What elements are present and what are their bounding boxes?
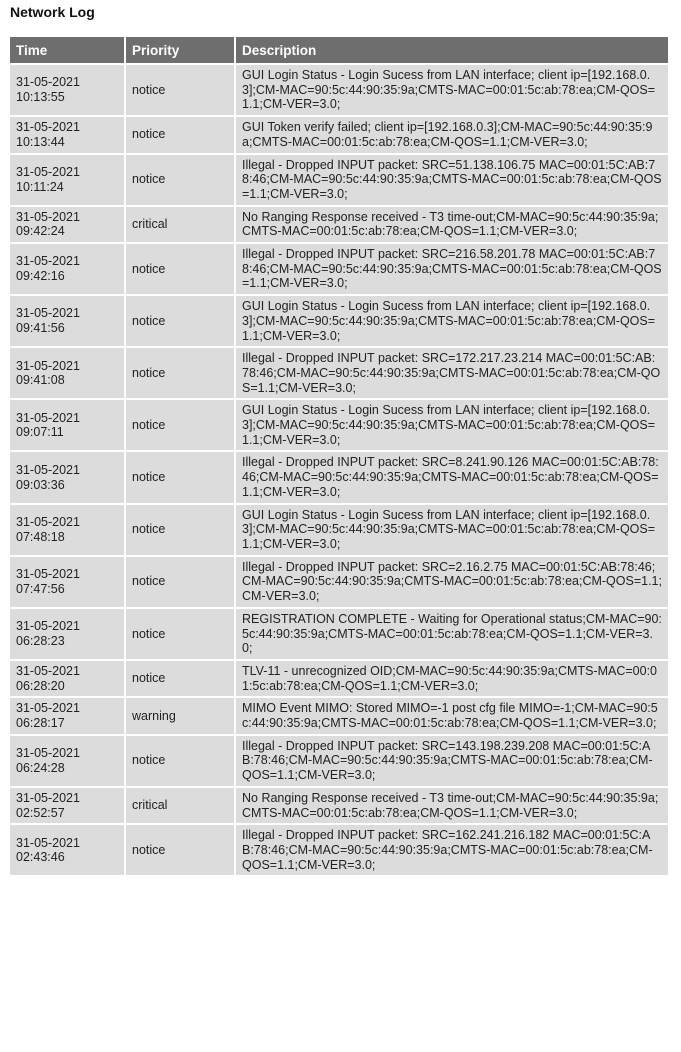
description-cell: Illegal - Dropped INPUT packet: SRC=172.217.23.214 MAC=00:01:5C:AB:78:46;CM-MAC=90:5c:44:90:35:9a;CMTS-MAC=00:01:5c:ab:78:ea;CM-QOS=1.1;CM-VER=3.0; <box>236 348 668 398</box>
priority-cell: critical <box>126 788 234 823</box>
time-cell <box>10 661 124 696</box>
time-cell <box>10 207 124 242</box>
description-cell: REGISTRATION COMPLETE - Waiting for Operational status;CM-MAC=90:5c:44:90:35:9a;CMTS-MAC=00:01:5c:ab:78:ea;CM-QOS=1.1;CM-VER=3.0; <box>236 609 668 659</box>
time-cell <box>10 736 124 786</box>
log-clock: 09:42:24 <box>16 224 65 239</box>
priority-cell: notice <box>126 736 234 786</box>
description-cell: Illegal - Dropped INPUT packet: SRC=51.138.106.75 MAC=00:01:5C:AB:78:46;CM-MAC=90:5c:44:90:35:9a;CMTS-MAC=00:01:5c:ab:78:ea;CM-QOS=1.1;CM-VER=3.0; <box>236 155 668 205</box>
log-date: 31-05-2021 <box>16 701 80 716</box>
log-clock: 09:41:08 <box>16 373 65 388</box>
log-clock: 07:47:56 <box>16 581 65 596</box>
description-cell: MIMO Event MIMO: Stored MIMO=-1 post cfg file MIMO=-1;CM-MAC=90:5c:44:90:35:9a;CMTS-MAC=00:01:5c:ab:78:ea;CM-QOS=1.1;CM-VER=3.0; <box>236 698 668 733</box>
time-cell <box>10 117 124 152</box>
column-header-description[interactable]: Description <box>236 37 668 63</box>
priority-cell: notice <box>126 609 234 659</box>
time-cell <box>10 296 124 346</box>
table-row <box>10 698 668 733</box>
log-clock: 10:13:44 <box>16 134 65 149</box>
time-cell <box>10 788 124 823</box>
table-row <box>10 155 668 205</box>
time-cell <box>10 452 124 502</box>
priority-cell: notice <box>126 452 234 502</box>
log-date: 31-05-2021 <box>16 358 80 373</box>
table-row <box>10 65 668 115</box>
log-date: 31-05-2021 <box>16 306 80 321</box>
log-date: 31-05-2021 <box>16 164 80 179</box>
log-clock: 09:03:36 <box>16 477 65 492</box>
log-table-body <box>10 65 668 875</box>
time-cell <box>10 505 124 555</box>
priority-cell: notice <box>126 65 234 115</box>
log-clock: 10:11:24 <box>16 179 64 194</box>
column-header-priority[interactable]: Priority <box>126 37 234 63</box>
table-row <box>10 609 668 659</box>
priority-cell: notice <box>126 244 234 294</box>
time-cell <box>10 65 124 115</box>
log-clock: 10:13:55 <box>16 90 65 105</box>
log-clock: 06:28:23 <box>16 633 65 648</box>
network-log-table <box>8 35 670 877</box>
priority-cell: notice <box>126 117 234 152</box>
log-date: 31-05-2021 <box>16 462 80 477</box>
log-date: 31-05-2021 <box>16 663 80 678</box>
table-row <box>10 788 668 823</box>
time-cell <box>10 155 124 205</box>
table-row <box>10 825 668 875</box>
description-cell: Illegal - Dropped INPUT packet: SRC=216.58.201.78 MAC=00:01:5C:AB:78:46;CM-MAC=90:5c:44:90:35:9a;CMTS-MAC=00:01:5c:ab:78:ea;CM-QOS=1.1;CM-VER=3.0; <box>236 244 668 294</box>
description-cell: GUI Login Status - Login Sucess from LAN interface; client ip=[192.168.0.3];CM-MAC=90:5c:44:90:35:9a;CMTS-MAC=00:01:5c:ab:78:ea;CM-QOS=1.1;CM-VER=3.0; <box>236 505 668 555</box>
log-clock: 06:28:20 <box>16 678 65 693</box>
description-cell: GUI Token verify failed; client ip=[192.168.0.3];CM-MAC=90:5c:44:90:35:9a;CMTS-MAC=00:01:5c:ab:78:ea;CM-QOS=1.1;CM-VER=3.0; <box>236 117 668 152</box>
priority-cell: warning <box>126 698 234 733</box>
description-cell: Illegal - Dropped INPUT packet: SRC=2.16.2.75 MAC=00:01:5C:AB:78:46;CM-MAC=90:5c:44:90:35:9a;CMTS-MAC=00:01:5c:ab:78:ea;CM-QOS=1.1;CM-VER=3.0; <box>236 557 668 607</box>
priority-cell: notice <box>126 296 234 346</box>
log-date: 31-05-2021 <box>16 209 80 224</box>
table-row <box>10 505 668 555</box>
table-row <box>10 661 668 696</box>
log-clock: 06:24:28 <box>16 760 65 775</box>
description-cell: TLV-11 - unrecognized OID;CM-MAC=90:5c:44:90:35:9a;CMTS-MAC=00:01:5c:ab:78:ea;CM-QOS=1.1;CM-VER=3.0; <box>236 661 668 696</box>
description-cell: No Ranging Response received - T3 time-out;CM-MAC=90:5c:44:90:35:9a;CMTS-MAC=00:01:5c:ab:78:ea;CM-QOS=1.1;CM-VER=3.0; <box>236 207 668 242</box>
column-header-time[interactable]: Time <box>10 37 124 63</box>
time-cell <box>10 698 124 733</box>
log-date: 31-05-2021 <box>16 120 80 135</box>
description-cell: Illegal - Dropped INPUT packet: SRC=143.198.239.208 MAC=00:01:5C:AB:78:46;CM-MAC=90:5c:44:90:35:9a;CMTS-MAC=00:01:5c:ab:78:ea;CM-QOS=1.1;CM-VER=3.0; <box>236 736 668 786</box>
time-cell <box>10 244 124 294</box>
log-clock: 07:48:18 <box>16 529 65 544</box>
priority-cell: notice <box>126 505 234 555</box>
log-clock: 09:41:56 <box>16 321 65 336</box>
log-clock: 02:43:46 <box>16 850 65 865</box>
log-clock: 09:07:11 <box>16 425 64 440</box>
table-row <box>10 736 668 786</box>
description-cell: GUI Login Status - Login Sucess from LAN interface; client ip=[192.168.0.3];CM-MAC=90:5c:44:90:35:9a;CMTS-MAC=00:01:5c:ab:78:ea;CM-QOS=1.1;CM-VER=3.0; <box>236 400 668 450</box>
log-date: 31-05-2021 <box>16 790 80 805</box>
log-clock: 09:42:16 <box>16 269 65 284</box>
table-row <box>10 117 668 152</box>
priority-cell: notice <box>126 400 234 450</box>
description-cell: GUI Login Status - Login Sucess from LAN interface; client ip=[192.168.0.3];CM-MAC=90:5c:44:90:35:9a;CMTS-MAC=00:01:5c:ab:78:ea;CM-QOS=1.1;CM-VER=3.0; <box>236 296 668 346</box>
description-cell: Illegal - Dropped INPUT packet: SRC=162.241.216.182 MAC=00:01:5C:AB:78:46;CM-MAC=90:5c:44:90:35:9a;CMTS-MAC=00:01:5c:ab:78:ea;CM-QOS=1.1;CM-VER=3.0; <box>236 825 668 875</box>
log-clock: 06:28:17 <box>16 716 65 731</box>
priority-cell: notice <box>126 348 234 398</box>
table-row <box>10 244 668 294</box>
priority-cell: notice <box>126 557 234 607</box>
description-cell: Illegal - Dropped INPUT packet: SRC=8.241.90.126 MAC=00:01:5C:AB:78:46;CM-MAC=90:5c:44:90:35:9a;CMTS-MAC=00:01:5c:ab:78:ea;CM-QOS=1.1;CM-VER=3.0; <box>236 452 668 502</box>
time-cell <box>10 609 124 659</box>
table-row <box>10 557 668 607</box>
log-date: 31-05-2021 <box>16 514 80 529</box>
description-cell: GUI Login Status - Login Sucess from LAN interface; client ip=[192.168.0.3];CM-MAC=90:5c:44:90:35:9a;CMTS-MAC=00:01:5c:ab:78:ea;CM-QOS=1.1;CM-VER=3.0; <box>236 65 668 115</box>
table-row <box>10 207 668 242</box>
log-date: 31-05-2021 <box>16 835 80 850</box>
time-cell <box>10 557 124 607</box>
log-date: 31-05-2021 <box>16 746 80 761</box>
table-row <box>10 400 668 450</box>
time-cell <box>10 348 124 398</box>
log-clock: 02:52:57 <box>16 805 65 820</box>
log-date: 31-05-2021 <box>16 254 80 269</box>
log-date: 31-05-2021 <box>16 619 80 634</box>
time-cell <box>10 825 124 875</box>
priority-cell: critical <box>126 207 234 242</box>
priority-cell: notice <box>126 661 234 696</box>
time-cell <box>10 400 124 450</box>
table-header-row <box>10 37 668 63</box>
log-date: 31-05-2021 <box>16 410 80 425</box>
table-row <box>10 348 668 398</box>
log-date: 31-05-2021 <box>16 75 80 90</box>
table-row <box>10 296 668 346</box>
priority-cell: notice <box>126 825 234 875</box>
log-date: 31-05-2021 <box>16 567 80 582</box>
priority-cell: notice <box>126 155 234 205</box>
description-cell: No Ranging Response received - T3 time-out;CM-MAC=90:5c:44:90:35:9a;CMTS-MAC=00:01:5c:ab:78:ea;CM-QOS=1.1;CM-VER=3.0; <box>236 788 668 823</box>
page-title: Network Log <box>10 4 95 20</box>
table-row <box>10 452 668 502</box>
